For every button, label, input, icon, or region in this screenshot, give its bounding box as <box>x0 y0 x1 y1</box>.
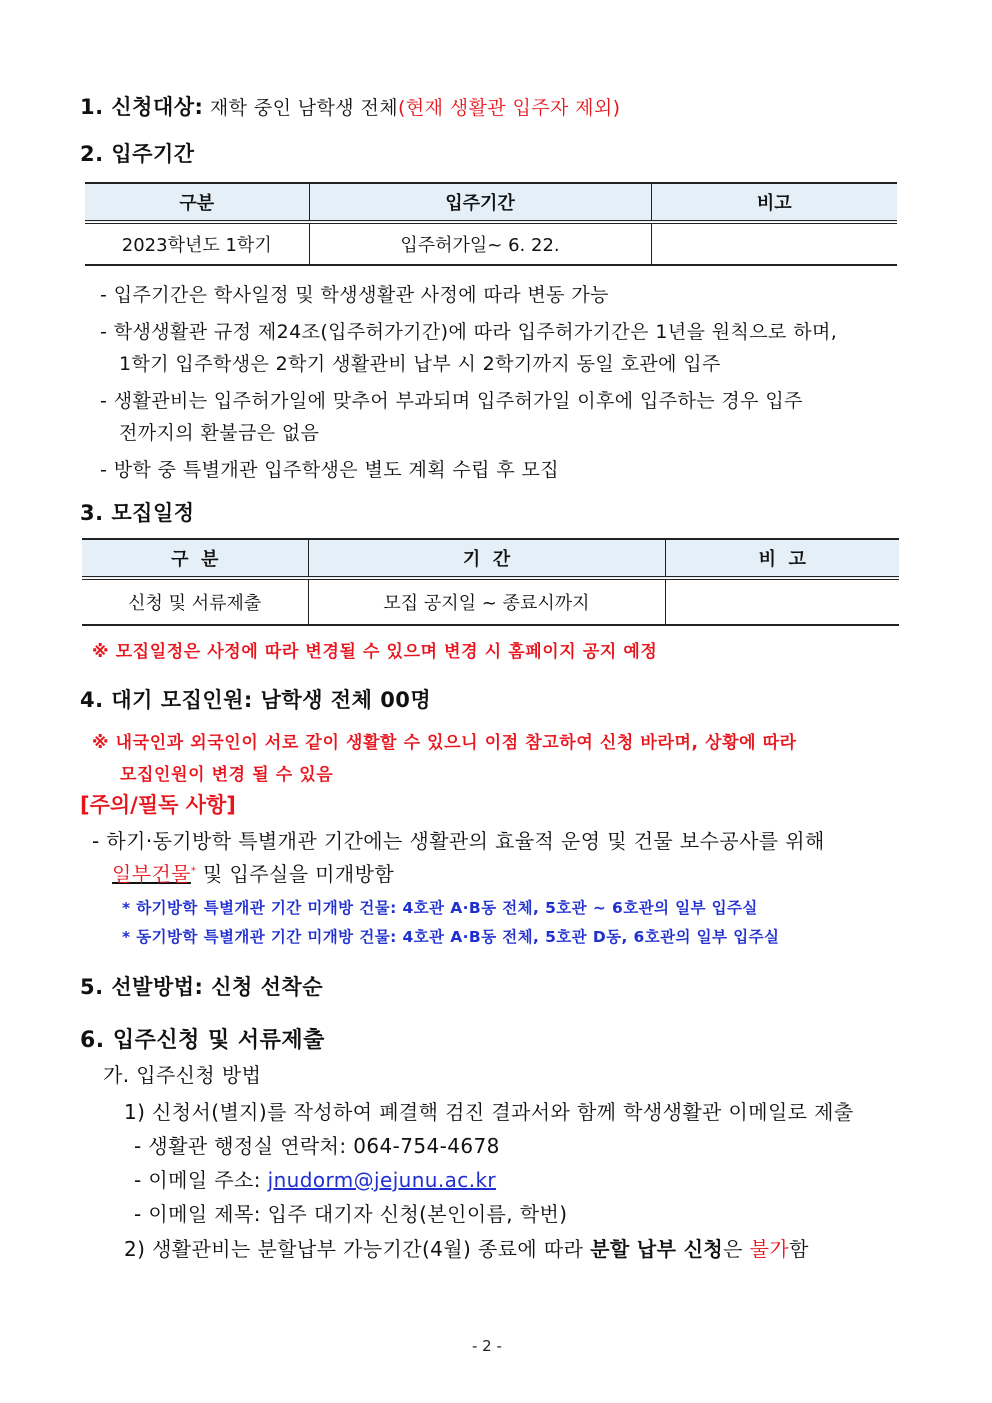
cell-period: 모집 공지일 ~ 종료시까지 <box>308 578 665 625</box>
table-row <box>85 222 897 265</box>
section-2-title: 2. 입주기간 <box>80 142 195 166</box>
bullet-vacation: - 방학 중 특별개관 입주학생은 별도 계획 수립 후 모집 <box>100 459 560 481</box>
email-address-label: - 이메일 주소: <box>134 1168 268 1192</box>
nationality-note-cont: 모집인원이 변경 될 수 있음 <box>120 765 334 785</box>
section-3-title: 3. 모집일정 <box>80 501 195 525</box>
step-2-not-allowed: 불가 <box>749 1237 790 1261</box>
footnote-marker: * <box>190 865 197 877</box>
section-1-target <box>80 91 620 121</box>
summer-closed-buildings-note: * 하기방학 특별개관 기간 미개방 건물: 4호관 A·B동 전체, 5호관 ~ 6호관의 일부 입주실 <box>122 899 758 917</box>
cell-remarks <box>665 578 899 625</box>
col-header-period: 입주기간 <box>309 183 651 222</box>
table-header-row <box>85 183 897 222</box>
office-contact: - 생활관 행정실 연락처: 064-754-4678 <box>134 1134 500 1158</box>
cell-category: 2023학년도 1학기 <box>85 222 309 265</box>
bullet-fee: - 생활관비는 입주허가일에 맞추어 부과되며 입주허가일 이후에 입주하는 경우 입주 <box>100 390 803 412</box>
step-2-end: 함 <box>789 1237 809 1261</box>
section-6-title: 6. 입주신청 및 서류제출 <box>80 1028 325 1053</box>
partial-buildings-term: 일부건물 <box>112 862 191 886</box>
bullet-fee-cont: 전까지의 환불금은 없음 <box>119 422 320 444</box>
col-header-category: 구분 <box>85 183 309 222</box>
section-1-title: 1. 신청대상: <box>80 95 204 119</box>
email-link[interactable]: jnudorm@jejunu.ac.kr <box>267 1168 497 1192</box>
recruitment-schedule-table <box>82 538 899 626</box>
step-2-mid: 은 <box>723 1237 750 1261</box>
section-4-title: 4. 대기 모집인원: 남학생 전체 00명 <box>80 688 432 712</box>
col-header-remarks: 비 고 <box>665 539 899 578</box>
winter-closed-buildings-note: * 동기방학 특별개관 기간 미개방 건물: 4호관 A·B동 전체, 5호관 D동, 6호관의 일부 입주실 <box>122 928 780 946</box>
email-address-line <box>134 1164 496 1193</box>
step-2-bold: 분할 납부 신청 <box>590 1237 724 1261</box>
section-1-text: 재학 중인 남학생 전체 <box>203 97 398 119</box>
table-header-row <box>82 539 899 578</box>
nationality-note: ※ 내국인과 외국인이 서로 같이 생활할 수 있으니 이점 참고하여 신청 바라며, 상황에 따라 <box>92 733 797 753</box>
caution-title: [주의/필독 사항] <box>80 793 236 817</box>
schedule-change-note: ※ 모집일정은 사정에 따라 변경될 수 있으며 변경 시 홈페이지 공지 예정 <box>92 642 658 662</box>
page-number: - 2 - <box>472 1337 502 1355</box>
step-2-text: 2) 생활관비는 분할납부 가능기간(4월) 종료에 따라 <box>124 1237 591 1261</box>
bullet-regulation: - 학생생활관 규정 제24조(입주허가기간)에 따라 입주허가기간은 1년을 원칙으로 하며, <box>100 321 838 343</box>
caution-line-rest: 및 입주실을 미개방함 <box>196 862 395 886</box>
cell-remarks <box>651 222 897 265</box>
section-5-title: 5. 선발방법: 신청 선착순 <box>80 975 323 999</box>
caution-line: - 하기·동기방학 특별개관 기간에는 생활관의 효율적 운영 및 건물 보수공사를 위해 <box>92 829 825 853</box>
col-header-remarks: 비고 <box>651 183 897 222</box>
cell-category: 신청 및 서류제출 <box>82 578 308 625</box>
caution-line-cont <box>112 858 394 887</box>
bullet-schedule-change: - 입주기간은 학사일정 및 학생생활관 사정에 따라 변동 가능 <box>100 284 609 306</box>
table-row <box>82 578 899 625</box>
col-header-category: 구 분 <box>82 539 308 578</box>
application-step-1: 1) 신청서(별지)를 작성하여 폐결핵 검진 결과서와 함께 학생생활관 이메일로 제출 <box>124 1100 854 1124</box>
col-header-period: 기 간 <box>308 539 665 578</box>
application-step-2 <box>124 1233 809 1262</box>
bullet-regulation-cont: 1학기 입주학생은 2학기 생활관비 납부 시 2학기까지 동일 호관에 입주 <box>119 353 721 375</box>
residence-period-table <box>85 182 897 266</box>
cell-period: 입주허가일~ 6. 22. <box>309 222 651 265</box>
application-method-heading: 가. 입주신청 방법 <box>103 1063 262 1087</box>
email-subject-line: - 이메일 제목: 입주 대기자 신청(본인이름, 학번) <box>134 1202 568 1226</box>
section-1-exclusion-note: (현재 생활관 입주자 제외) <box>398 97 621 119</box>
